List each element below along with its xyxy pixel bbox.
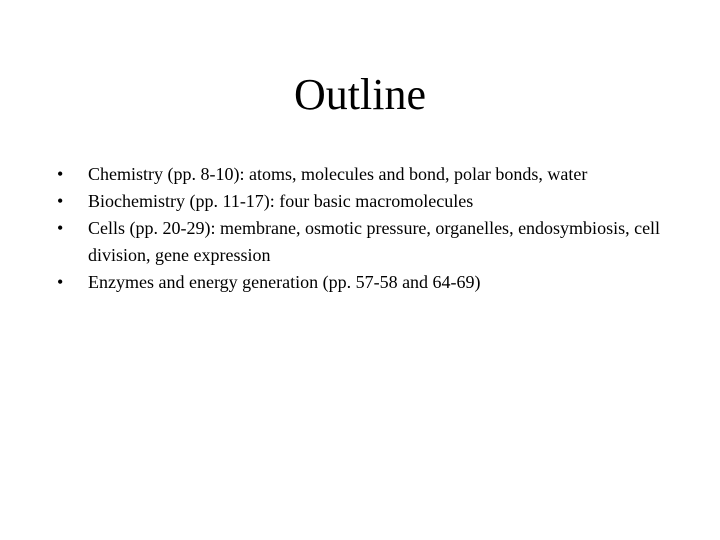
bullet-text: Chemistry (pp. 8-10): atoms, molecules and bond, polar bonds, water	[88, 164, 588, 184]
bullet-icon: •	[57, 164, 64, 184]
bullet-text: Enzymes and energy generation (pp. 57-58 and 64-69)	[88, 272, 481, 292]
bullet-text: Cells (pp. 20-29): membrane, osmotic pressure, organelles, endosymbiosis, cell division, gene expression	[88, 218, 661, 265]
bullet-list	[57, 161, 697, 296]
bullet-item-biochemistry	[57, 188, 697, 215]
bullet-text: Biochemistry (pp. 11-17): four basic macromolecules	[88, 191, 474, 211]
bullet-item-chemistry	[57, 161, 697, 188]
bullet-icon: •	[57, 191, 64, 211]
bullet-icon: •	[57, 272, 64, 292]
bullet-icon: •	[57, 218, 64, 238]
bullet-item-enzymes	[57, 269, 697, 296]
bullet-item-cells	[57, 215, 697, 269]
slide-title: Outline	[294, 70, 426, 119]
